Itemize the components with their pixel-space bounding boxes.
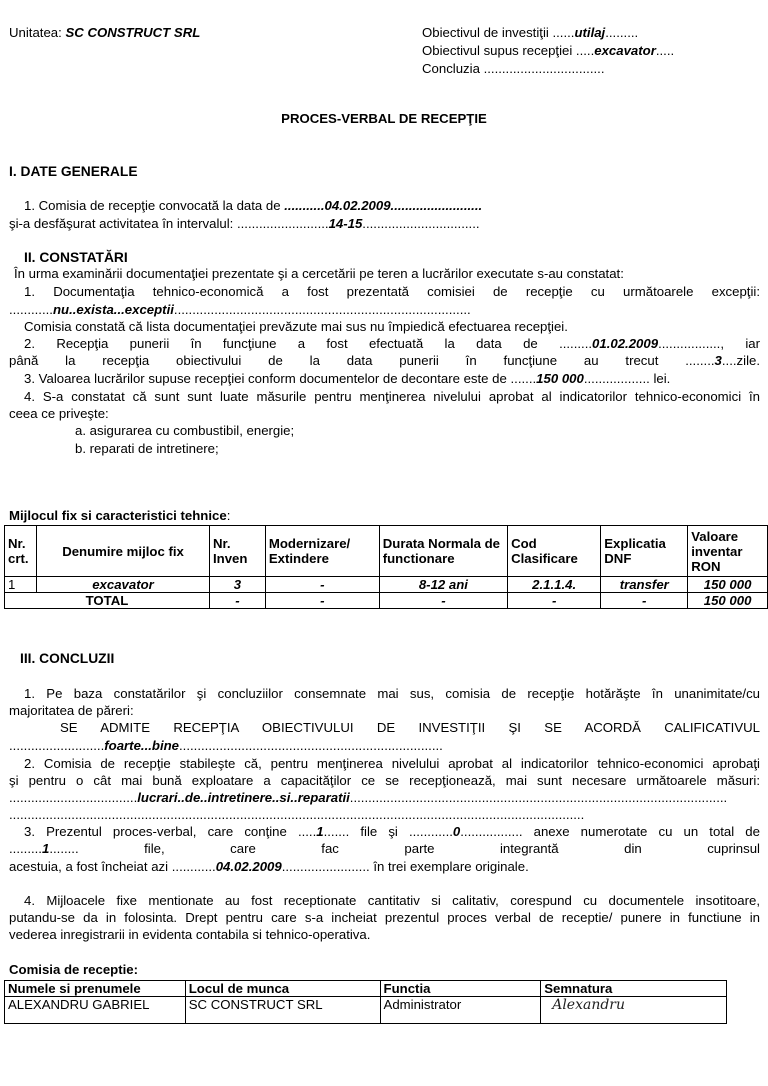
col-inventory: Nr. Inven xyxy=(209,526,265,577)
conclusion-line: Concluzia ................................. xyxy=(422,61,605,76)
s2-para2: 2. Recepţia punerii în funcţiune a fost efectuată la data de .........01.02.2009................., iar xyxy=(24,336,760,351)
s3-measures: ...................................lucrari..de..intretinere..si..reparatii....................................................................................................... xyxy=(9,790,728,805)
s3-verdict: SE ADMITE RECEPŢIA OBIECTIVULUI DE INVESTIŢII ŞI SE ACORDĂ CALIFICATIVUL xyxy=(60,720,760,735)
s3-para3-line3: acestuia, a fost încheiat azi ............04.02.2009........................ în trei exemplare originale. xyxy=(9,859,529,874)
section-3-heading: III. CONCLUZII xyxy=(20,651,115,666)
col-modernization: Modernizare/ Extindere xyxy=(265,526,379,577)
s1-para2: şi-a desfăşurat activitatea în intervalul: .........................14-15................................ xyxy=(9,216,480,231)
col-nr: Nr. crt. xyxy=(5,526,37,577)
section-2-heading: II. CONSTATĂRI xyxy=(24,250,128,265)
s2-para1: 1. Documentaţia tehnico-economică a fost prezentată comisiei de recepţie cu următoarele excepţii: xyxy=(24,284,760,299)
s2-para3: 3. Valoarea lucrărilor supuse recepţiei conform documentelor de decontare este de .......150 000.................. lei. xyxy=(24,371,671,386)
signature-cell xyxy=(541,997,727,1024)
received-line: Obiectivul supus recepţiei .....excavator..... xyxy=(422,43,675,58)
col-value: Valoare inventar RON xyxy=(688,526,768,577)
total-row: TOTAL - - - - - 150 000 xyxy=(5,593,768,609)
s3-para2-line2: şi pentru o cât mai bună exploatare a capacităţilor ce se recepţionează, mai sunt necesare următoarele măsuri: xyxy=(9,773,760,788)
table-row: ALEXANDRU GABRIEL SC CONSTRUCT SRL Administrator Alexandru xyxy=(5,997,727,1024)
s3-para3: 3. Prezentul proces-verbal, care conţine .....1....... file şi ............0................. anexe numerotate cu un total de xyxy=(24,824,760,839)
s1-para1: 1. Comisia de recepţie convocată la data de ...........04.02.2009......................... xyxy=(24,198,483,213)
col-code: Cod Clasificare xyxy=(508,526,601,577)
s2-para1-exceptions: ............nu..exista...exceptii................................................................................. xyxy=(9,302,471,317)
unit-value: SC CONSTRUCT SRL xyxy=(65,25,201,40)
section-1-heading: I. DATE GENERALE xyxy=(9,164,138,179)
assets-heading: Mijlocul fix si caracteristici tehnice: xyxy=(9,508,231,523)
s2-item-a: a. asigurarea cu combustibil, energie; xyxy=(75,423,295,438)
s2-intro: În urma examinării documentaţiei prezentate şi a cercetării pe teren a lucrărilor executate s-au constatat: xyxy=(14,266,624,281)
col-dnf: Explicatia DNF xyxy=(601,526,688,577)
s2-para4-line2: ceea ce priveşte: xyxy=(9,406,109,421)
s3-measures-line2: ............................................................................................................................................................. xyxy=(9,807,585,822)
committee-table xyxy=(4,980,727,1024)
s2-para1-note: Comisia constată că lista documentaţiei prevăzute mai sus nu împiedică efectuarea recepţiei. xyxy=(24,319,568,334)
s2-para4: 4. S-a constatat că sunt sunt luate măsurile pentru menţinerea nivelului aprobat al indicatorilor tehnico-economici în xyxy=(24,389,760,404)
committee-header-row: Numele si prenumele Locul de munca Functia Semnatura xyxy=(5,981,727,997)
table-row: 1 excavator 3 - 8-12 ani 2.1.1.4. transfer 150 000 xyxy=(5,577,768,593)
s3-para3-line2: .........1........ file, care fac parte integrantă din cuprinsul xyxy=(9,841,760,856)
unit-line: Unitatea: SC CONSTRUCT SRL xyxy=(9,25,201,40)
assets-header-row xyxy=(5,526,768,577)
s3-para4-line2: putandu-se da in folosinta. Drept pentru care s-a incheiat prezentul proces verbal de receptie/ punere in functiune in xyxy=(9,910,760,925)
col-name: Denumire mijloc fix xyxy=(37,526,210,577)
s2-item-b: b. reparati de intretinere; xyxy=(75,441,219,456)
s3-para1-line2: majoritatea de păreri: xyxy=(9,703,134,718)
page-title: PROCES-VERBAL DE RECEPŢIE xyxy=(281,111,487,126)
s3-para4-line3: vederea inregistrarii in evidenta contabila si tehnico-operativa. xyxy=(9,927,371,942)
total-label: TOTAL xyxy=(5,593,210,609)
s3-para2: 2. Comisia de recepţie stabileşte că, pentru menţinerea nivelului aprobat al indicatorilor tehnico-economici aprobaţi xyxy=(24,756,760,771)
s3-rating: ..........................foarte...bine........................................................................ xyxy=(9,738,443,753)
s2-para2-line2: până la recepţia obiectivului de la data punerii în funcţiune au trecut ........3....zile. xyxy=(9,353,760,368)
s3-para4: 4. Mijloacele fixe mentionate au fost receptionate cantitativ si calitativ, corespund cu documentele insotitoare, xyxy=(24,893,760,908)
objective-line: Obiectivul de investiţii ......utilaj......... xyxy=(422,25,639,40)
committee-heading: Comisia de receptie: xyxy=(9,962,138,977)
s3-para1: 1. Pe baza constatărilor şi concluziilor consemnate mai sus, comisia de recepţie hotărăşte în unanimitate/cu xyxy=(24,686,760,701)
signature: Alexandru xyxy=(552,997,626,1013)
col-duration: Durata Normala de functionare xyxy=(379,526,507,577)
assets-table xyxy=(4,525,768,609)
